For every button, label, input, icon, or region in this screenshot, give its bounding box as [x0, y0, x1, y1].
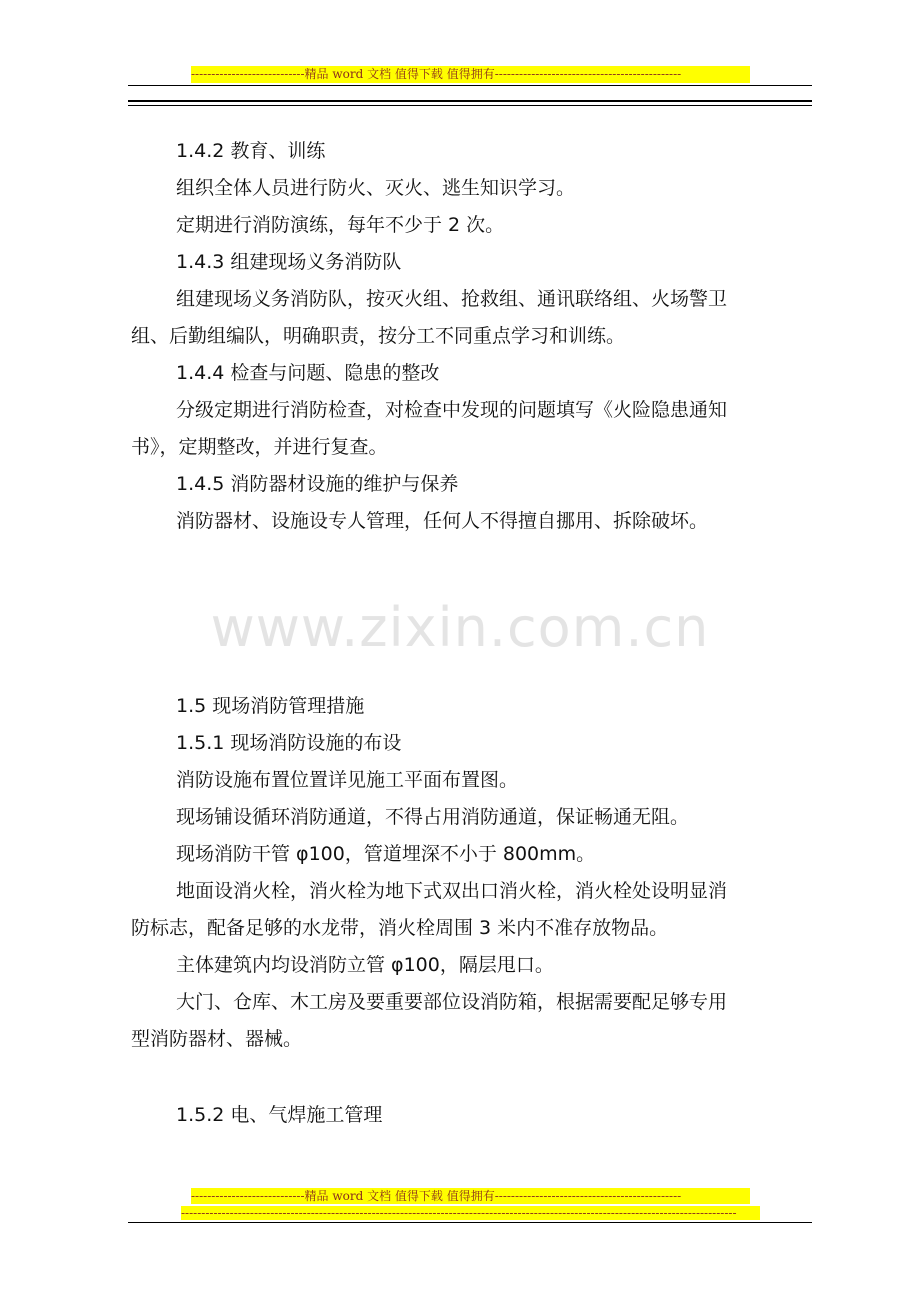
paragraph: 主体建筑内均设消防立管 φ100，隔层甩口。	[176, 954, 554, 976]
paragraph-line: 防标志，配备足够的水龙带，消火栓周围 3 米内不准存放物品。	[131, 917, 669, 939]
header-banner: ----------------------------精品 word 文档 值得下载 值得拥有----------------------------------------------	[191, 66, 750, 83]
watermark: www.zixin.com.cn	[210, 596, 710, 659]
paragraph: 组织全体人员进行防火、灭火、逃生知识学习。	[176, 177, 576, 199]
paragraph: 消防器材、设施设专人管理，任何人不得擅自挪用、拆除破坏。	[176, 510, 709, 532]
paragraph-line: 组建现场义务消防队，按灭火组、抢救组、通讯联络组、火场警卫	[176, 288, 728, 310]
paragraph: 现场铺设循环消防通道，不得占用消防通道，保证畅通无阻。	[176, 806, 690, 828]
paragraph-line: 组、后勤组编队，明确职责，按分工不同重点学习和训练。	[131, 325, 626, 347]
paragraph: 消防设施布置位置详见施工平面布置图。	[176, 769, 519, 791]
paragraph-line: 分级定期进行消防检查，对检查中发现的问题填写《火险隐患通知	[176, 399, 728, 421]
paragraph: 现场消防干管 φ100，管道埋深不小于 800mm。	[176, 843, 596, 865]
header-rule	[128, 85, 812, 86]
paragraph-line: 地面设消火栓，消火栓为地下式双出口消火栓，消火栓处设明显消	[176, 880, 728, 902]
section-heading-1-5-2: 1.5.2 电、气焊施工管理	[176, 1104, 383, 1126]
section-heading-1-5: 1.5 现场消防管理措施	[176, 695, 365, 717]
footer-banner: ----------------------------精品 word 文档 值得下载 值得拥有----------------------------------------------	[191, 1188, 750, 1204]
section-heading-1-4-4: 1.4.4 检查与问题、隐患的整改	[176, 362, 440, 384]
section-heading-1-5-1: 1.5.1 现场消防设施的布设	[176, 732, 402, 754]
paragraph-line: 书》，定期整改，并进行复查。	[131, 436, 388, 458]
header-double-rule-top	[128, 100, 812, 102]
section-heading-1-4-2: 1.4.2 教育、训练	[176, 140, 326, 162]
paragraph-line: 型消防器材、器械。	[131, 1028, 303, 1050]
footer-rule	[128, 1222, 812, 1223]
header-double-rule-bottom	[128, 105, 812, 106]
footer-dashes: -----------------------------------------------------------------------------------------------------------------------------------------	[181, 1206, 760, 1220]
paragraph: 定期进行消防演练，每年不少于 2 次。	[176, 214, 505, 236]
section-heading-1-4-3: 1.4.3 组建现场义务消防队	[176, 251, 402, 273]
section-heading-1-4-5: 1.4.5 消防器材设施的维护与保养	[176, 473, 459, 495]
paragraph-line: 大门、仓库、木工房及要重要部位设消防箱，根据需要配足够专用	[176, 991, 728, 1013]
